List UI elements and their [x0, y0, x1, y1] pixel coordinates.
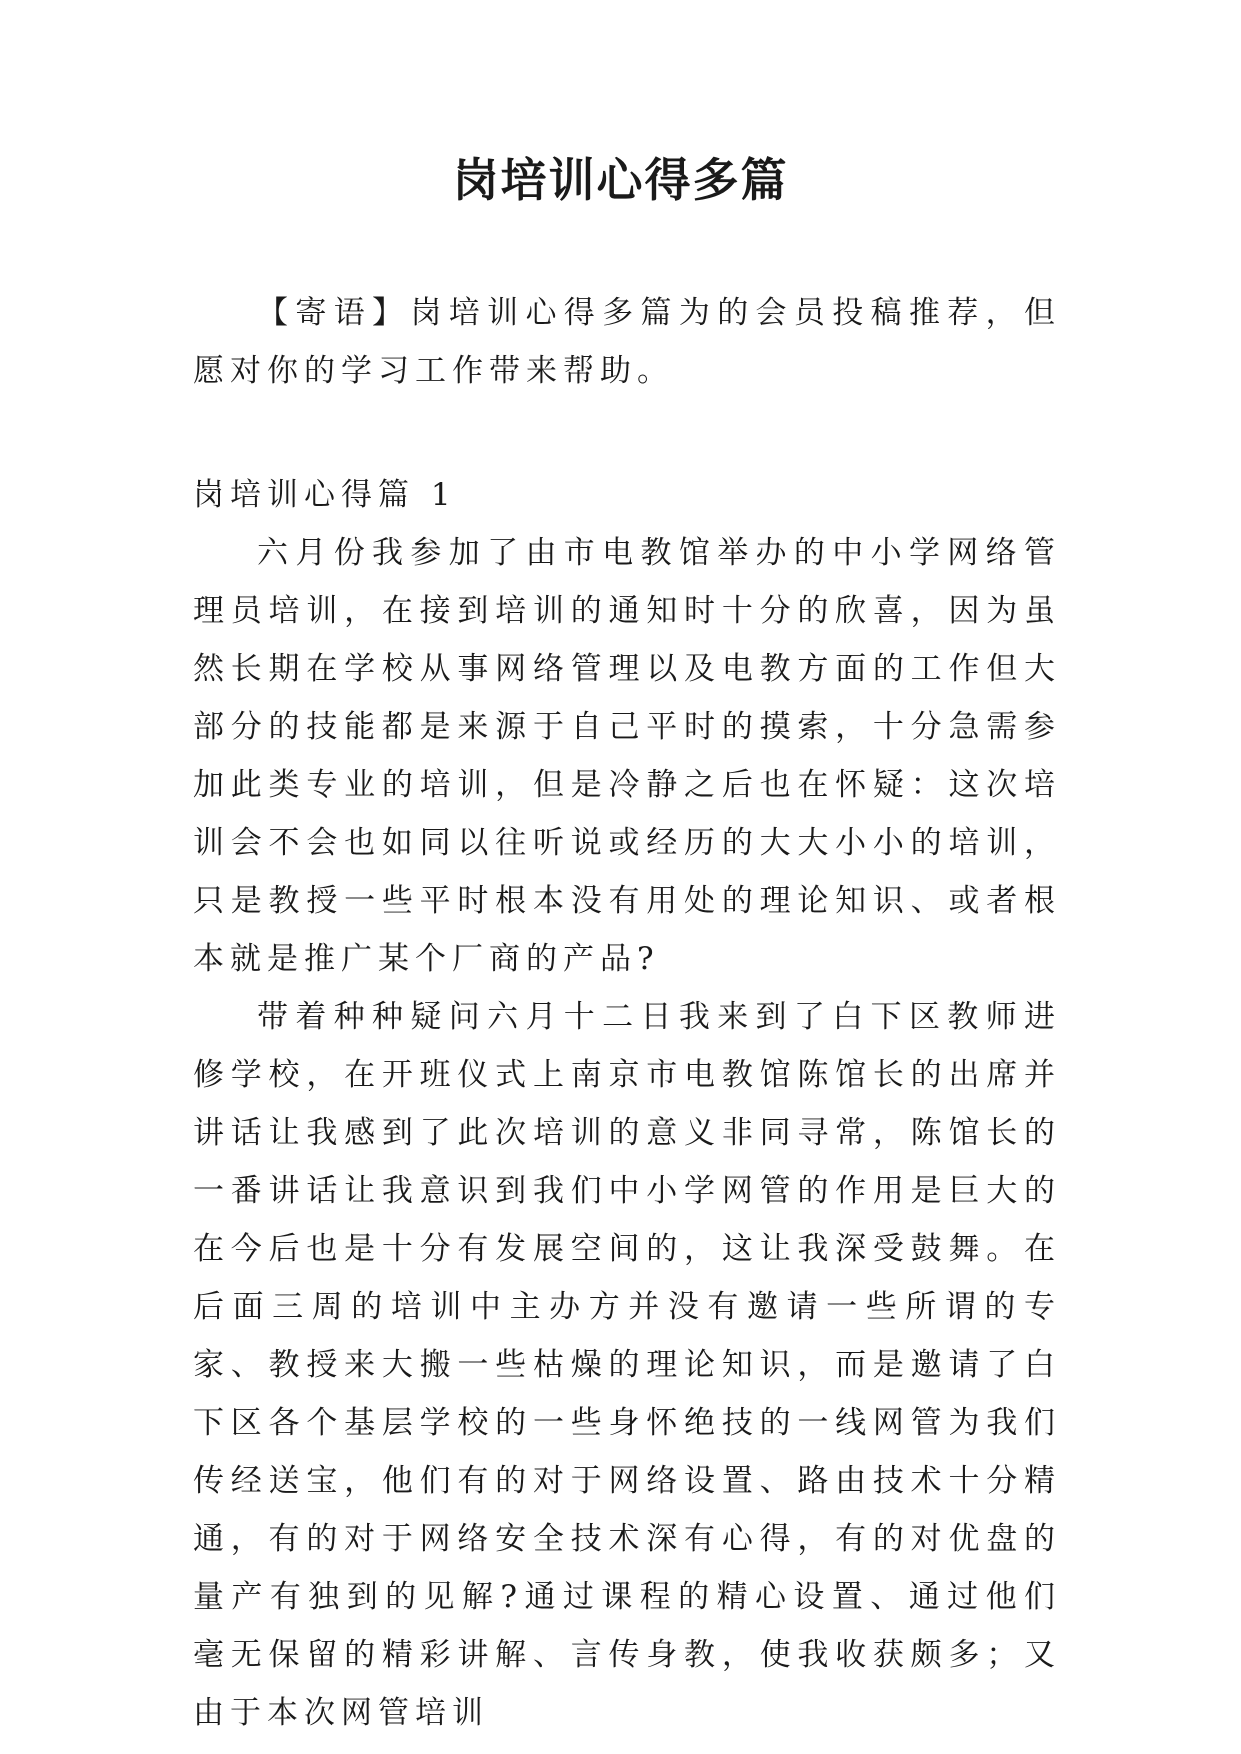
body-paragraph-2: 带着种种疑问六月十二日我来到了白下区教师进修学校，在开班仪式上南京市电教馆陈馆长的出席并讲话让我感到了此次培训的意义非同寻常，陈馆长的一番讲话让我意识到我们中小学网管的作用是巨大的在今后也是十分有发展空间的，这让我深受鼓舞。在后面三周的培训中主办方并没有邀请一些所谓的专家、教授来大搬一些枯燥的理论知识，而是邀请了白下区各个基层学校的一些身怀绝技的一线网管为我们传经送宝，他们有的对于网络设置、路由技术十分精通，有的对于网络安全技术深有心得，有的对优盘的量产有独到的见解?通过课程的精心设置、通过他们毫无保留的精彩讲解、言传身教，使我收获颇多；又由于本次网管培训: [193, 999, 1061, 1731]
document-title: 岗培训心得多篇: [452, 153, 789, 207]
section-heading: 岗培训心得篇 1: [193, 477, 457, 513]
section-block: [193, 466, 1061, 1742]
intro-block: [193, 284, 1061, 400]
body-paragraph-1: 六月份我参加了由市电教馆举办的中小学网络管理员培训，在接到培训的通知时十分的欣喜，因为虽然长期在学校从事网络管理以及电教方面的工作但大部分的技能都是来源于自己平时的摸索，十分急需参加此类专业的培训，但是冷静之后也在怀疑：这次培训会不会也如同以往听说或经历的大大小小的培训，只是教授一些平时根本没有用处的理论知识、或者根本就是推广某个厂商的产品?: [193, 535, 1061, 977]
intro-paragraph: 【寄语】岗培训心得多篇为的会员投稿推荐，但愿对你的学习工作带来帮助。: [193, 295, 1061, 389]
